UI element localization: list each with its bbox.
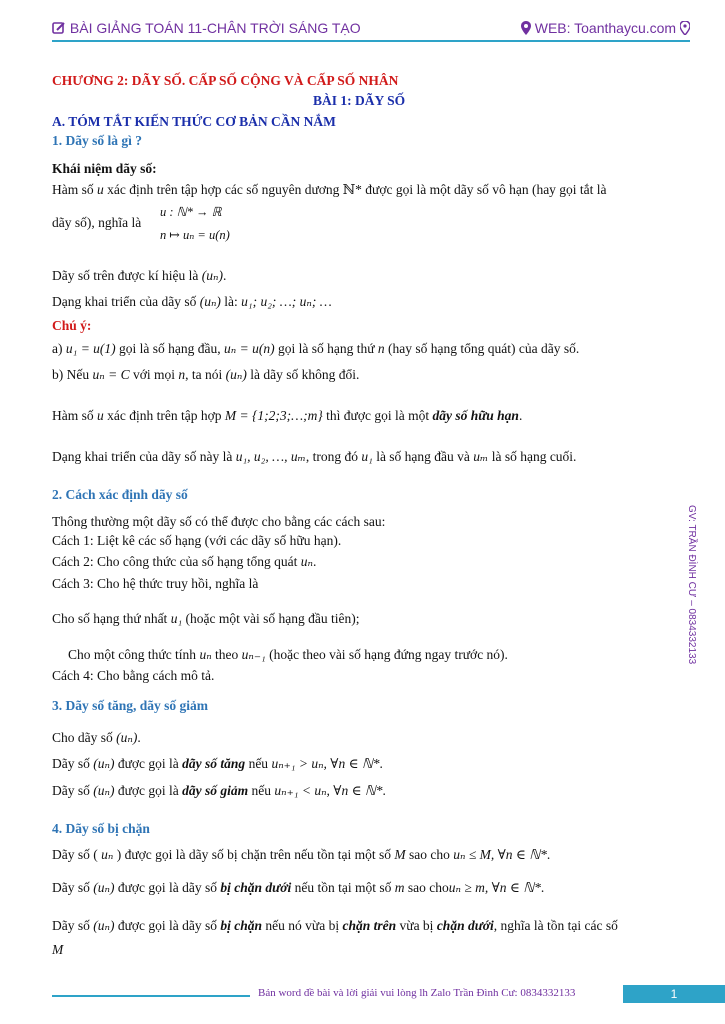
finite-sequence-expansion: Dạng khai triển của dãy số này là u₁, u₂, …, uₘ, trong đó u₁ là số hạng đầu và uₘ là số hạng cuối. — [52, 449, 577, 464]
increasing-definition: Dãy số (uₙ) được gọi là dãy số tăng nếu uₙ₊₁ > uₙ, ∀n ∈ ℕ*. — [52, 756, 383, 771]
method-1: Cách 1: Liệt kê các số hạng (với các dãy số hữu hạn). — [52, 533, 342, 548]
header-website: WEB: Toanthaycu.com — [534, 20, 677, 36]
section-2-heading: 2. Cách xác định dãy số — [52, 487, 188, 502]
note-b: b) Nếu uₙ = C với mọi n, ta nói (uₙ) là dãy số không đổi. — [52, 367, 360, 382]
footer-divider — [52, 995, 250, 997]
edit-icon — [52, 21, 66, 35]
lesson-title: BÀI 1: DÃY SỐ — [313, 93, 406, 108]
section-1-heading: 1. Dãy số là gì ? — [52, 133, 143, 148]
header-divider — [52, 40, 690, 42]
side-author-label — [686, 505, 700, 695]
method-2: Cách 2: Cho công thức của số hạng tổng quát uₙ. — [52, 554, 317, 569]
bounded-definition-continued: M — [52, 942, 64, 957]
section-4-heading: 4. Dãy số bị chặn — [52, 821, 150, 836]
bounded-below-definition: Dãy số (uₙ) được gọi là dãy số bị chặn dưới nếu tồn tại một số m sao chouₙ ≥ m, ∀n ∈ ℕ*. — [52, 880, 545, 895]
location-pin-icon — [680, 21, 690, 35]
recurrence-formula: Cho một công thức tính uₙ theo uₙ₋₁ (hoặc theo vài số hạng đứng ngay trước nó). — [68, 647, 508, 662]
decreasing-definition: Dãy số (uₙ) được gọi là dãy số giảm nếu uₙ₊₁ < uₙ, ∀n ∈ ℕ*. — [52, 783, 386, 798]
method-4: Cách 4: Cho bằng cách mô tả. — [52, 668, 215, 683]
finite-sequence-definition: Hàm số u xác định trên tập hợp M = {1;2;3;…;m} thì được gọi là một dãy số hữu hạn. — [52, 408, 523, 423]
definition-line-2: dãy số), nghĩa là — [52, 215, 142, 230]
chapter-title: CHƯƠNG 2: DÃY SỐ. CẤP SỐ CỘNG VÀ CẤP SỐ NHÂN — [52, 73, 399, 88]
page-header — [52, 20, 690, 40]
header-right — [521, 20, 690, 36]
side-author-text: GV: TRẦN ĐÌNH CƯ – 0834332133 — [686, 505, 697, 665]
method-3: Cách 3: Cho hệ thức truy hồi, nghĩa là — [52, 576, 259, 591]
footer-text: Bản word đề bài và lời giải vui lòng lh Zalo Trần Đình Cư: 0834332133 — [258, 987, 576, 999]
bounded-above-definition: Dãy số ( uₙ ) được gọi là dãy số bị chặn trên nếu tồn tại một số M sao cho uₙ ≤ M, ∀n ∈ ℕ*. — [52, 847, 551, 862]
section-3-heading: 3. Dãy số tăng, dãy số giảm — [52, 698, 209, 713]
bounded-definition: Dãy số (uₙ) được gọi là dãy số bị chặn nếu nó vừa bị chặn trên vừa bị chặn dưới, nghĩa là tồn tại các số — [52, 918, 618, 933]
methods-intro: Thông thường một dãy số có thể được cho bằng các cách sau: — [52, 514, 386, 529]
header-left — [52, 20, 361, 36]
recurrence-first-term: Cho số hạng thứ nhất u₁ (hoặc một vài số hạng đầu tiên); — [52, 611, 360, 626]
location-pin-icon — [521, 21, 531, 35]
given-sequence: Cho dãy số (uₙ). — [52, 730, 141, 745]
section-a-title: A. TÓM TẮT KIẾN THỨC CƠ BẢN CẦN NẮM — [52, 114, 336, 129]
expansion-line: Dạng khai triển của dãy số (uₙ) là: u₁; u₂; …; uₙ; … — [52, 294, 332, 309]
mapping-line-2: n ↦ uₙ = u(n) — [160, 228, 230, 242]
header-title: BÀI GIẢNG TOÁN 11-CHÂN TRỜI SÁNG TẠO — [69, 20, 361, 36]
mapping-line-1: u : ℕ* → ℝ — [160, 205, 222, 219]
note-a: a) u₁ = u(1) gọi là số hạng đầu, uₙ = u(n) gọi là số hạng thứ n (hay số hạng tổng quát) của dãy số. — [52, 341, 580, 356]
notation-line: Dãy số trên được kí hiệu là (uₙ). — [52, 268, 227, 283]
note-title: Chú ý: — [52, 318, 92, 333]
concept-title: Khái niệm dãy số: — [52, 161, 157, 176]
definition-line-1: Hàm số u xác định trên tập hợp các số nguyên dương ℕ* được gọi là một dãy số vô hạn (hay gọi tắt là — [52, 182, 607, 197]
page-number: 1 — [623, 985, 725, 1003]
